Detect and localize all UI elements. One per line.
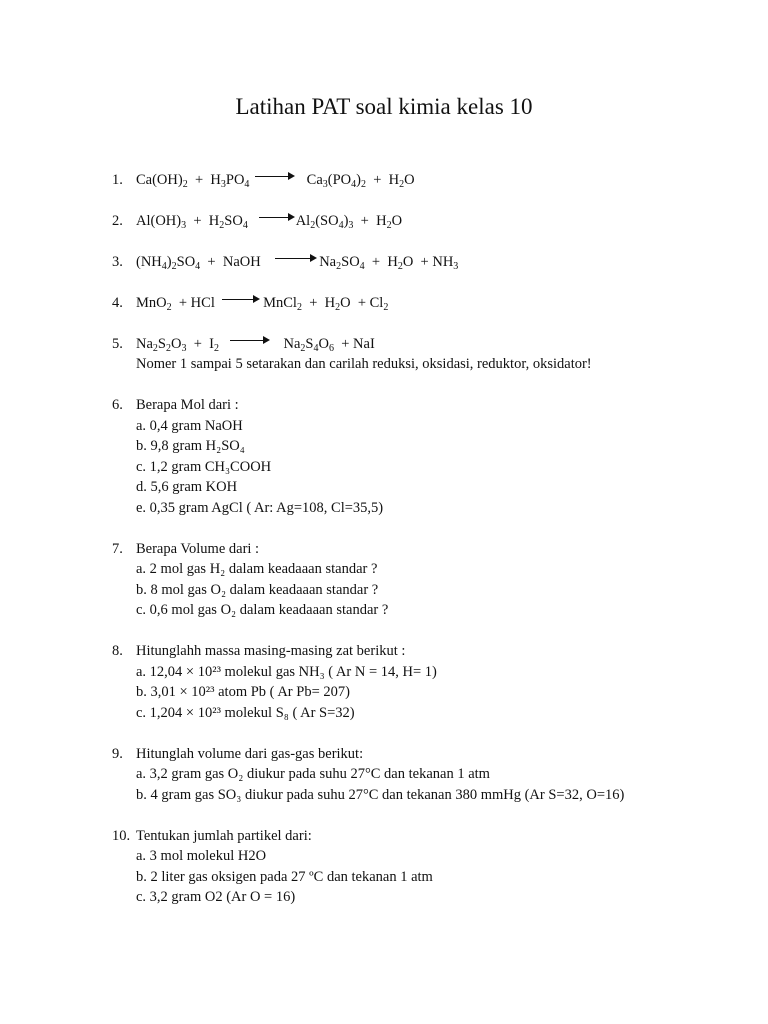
question-text: Berapa Mol dari : — [136, 397, 239, 413]
item-text: b. 8 mol gas O₂ dalam keadaaan standar ? — [136, 582, 379, 598]
reaction-arrow-icon — [230, 336, 270, 346]
item-text: c. 3,2 gram O2 (Ar O = 16) — [136, 889, 296, 905]
item-text: a. 0,4 gram NaOH — [136, 418, 243, 434]
question-number: 3. — [112, 254, 123, 270]
question-text: Hitunglah volume dari gas-gas berikut: — [136, 746, 364, 762]
equation: $Na_2S_2O_3 + I_2$ $Na_2S_4O_6$ + NaI — [136, 336, 375, 354]
item-text: b. 3,01 × 10²³ atom Pb ( Ar Pb= 207) — [136, 684, 350, 700]
question-number: 7. — [112, 541, 123, 557]
question-number: 1. — [112, 172, 123, 188]
question-number: 6. — [112, 397, 123, 413]
item-text: a. 12,04 × 10²³ molekul gas NH₃ ( Ar N = 14, H= 1) — [136, 664, 437, 680]
question-number: 9. — [112, 746, 123, 762]
reaction-arrow-icon — [275, 254, 317, 264]
item-text: b. 2 liter gas oksigen pada 27 ºC dan tekanan 1 atm — [136, 869, 433, 885]
question-number: 10. — [112, 828, 131, 844]
reaction-arrow-icon — [222, 295, 260, 305]
question-text: Tentukan jumlah partikel dari: — [136, 828, 312, 844]
item-text: a. 3 mol molekul H2O — [136, 848, 267, 864]
question-text: Berapa Volume dari : — [136, 541, 260, 557]
note-text: Nomer 1 sampai 5 setarakan dan carilah reduksi, oksidasi, reduktor, oksidator! — [136, 356, 592, 372]
question-text: Hitunglahh massa masing-masing zat berikut : — [136, 643, 406, 659]
reaction-arrow-icon — [255, 172, 295, 182]
item-text: d. 5,6 gram KOH — [136, 479, 238, 495]
item-text: c. 0,6 mol gas O₂ dalam keadaaan standar ? — [136, 602, 389, 618]
item-text: c. 1,204 × 10²³ molekul S₈ ( Ar S=32) — [136, 705, 355, 721]
equation: $(NH_4)_2SO_4$ + NaOH $Na_2SO_4 + H_2O + NH_3$ — [136, 254, 459, 272]
equation: $Ca(OH)_2 + H_3PO_4$ $Ca_3(PO_4)_2 + H_2O$ — [136, 172, 415, 190]
question-number: 8. — [112, 643, 123, 659]
item-text: a. 3,2 gram gas O₂ diukur pada suhu 27°C dan tekanan 1 atm — [136, 766, 490, 782]
item-text: e. 0,35 gram AgCl ( Ar: Ag=108, Cl=35,5) — [136, 500, 384, 516]
question-number: 2. — [112, 213, 123, 229]
item-text: b. 4 gram gas SO₃ diukur pada suhu 27°C dan tekanan 380 mmHg (Ar S=32, O=16) — [136, 787, 625, 803]
question-number: 5. — [112, 336, 123, 352]
item-text: a. 2 mol gas H₂ dalam keadaaan standar ? — [136, 561, 378, 577]
item-text: c. 1,2 gram CH₃COOH — [136, 459, 272, 475]
item-text: b. 9,8 gram H₂SO₄ — [136, 438, 245, 454]
equation: $Al(OH)_3 + H_2SO_4$ $Al_2(SO_4)_3 + H_2O$ — [136, 213, 403, 231]
page-title: Latihan PAT soal kimia kelas 10 — [235, 94, 533, 119]
reaction-arrow-icon — [259, 213, 295, 223]
question-number: 4. — [112, 295, 123, 311]
equation: MnO$_2$ + HCl MnCl$_2$ + $H_2O + Cl_2$ — [136, 295, 389, 313]
